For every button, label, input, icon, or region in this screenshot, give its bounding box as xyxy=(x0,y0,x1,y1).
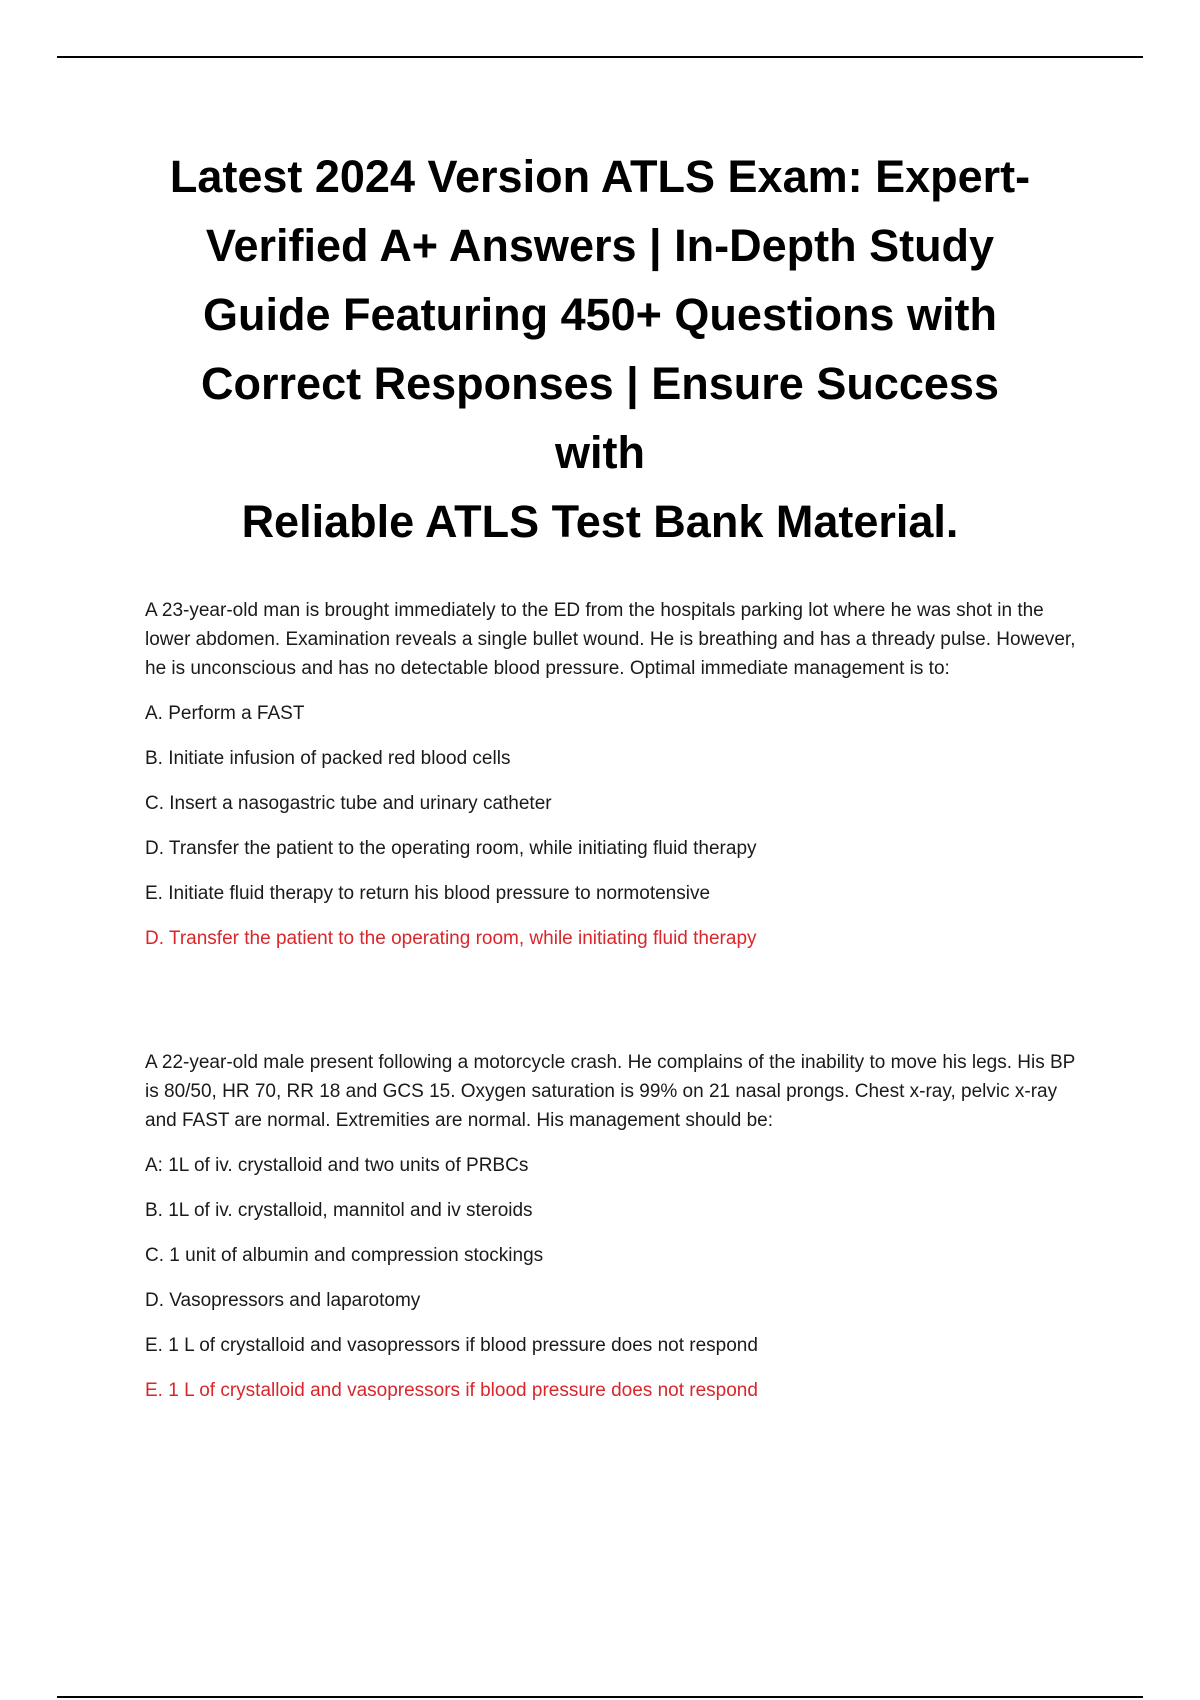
question-1 xyxy=(145,596,1085,953)
answer-option-c: C. Insert a nasogastric tube and urinary catheter xyxy=(145,793,552,814)
correct-answer: E. 1 L of crystalloid and vasopressors if blood pressure does not respond xyxy=(145,1380,758,1401)
answer-options xyxy=(145,1152,1085,1360)
document-title xyxy=(150,142,1050,556)
title-line: Latest 2024 Version ATLS Exam: Expert- xyxy=(169,151,1031,202)
question-2 xyxy=(145,1048,1085,1405)
question-stem: A 22-year-old male present following a motorcycle crash. He complains of the inability to move his legs. His BP is 80/50, HR 70, RR 18 and GCS 15. Oxygen saturation is 99% on 21 nasal prongs. Chest x-ray, pelvic x-ray and FAST are normal. Extremities are normal. His management should be: xyxy=(145,1052,1076,1131)
answer-option-b: B. 1L of iv. crystalloid, mannitol and iv steroids xyxy=(145,1200,533,1221)
answer-option-a: A. Perform a FAST xyxy=(145,703,305,724)
title-line: Verified A+ Answers | In-Depth Study xyxy=(205,220,995,271)
bottom-rule xyxy=(57,1696,1143,1698)
top-rule xyxy=(57,56,1143,58)
answer-option-d: D. Vasopressors and laparotomy xyxy=(145,1290,421,1311)
answer-options xyxy=(145,700,1085,908)
answer-option-c: C. 1 unit of albumin and compression stockings xyxy=(145,1245,544,1266)
answer-option-e: E. 1 L of crystalloid and vasopressors if blood pressure does not respond xyxy=(145,1335,758,1356)
answer-option-a: A: 1L of iv. crystalloid and two units of PRBCs xyxy=(145,1155,529,1176)
correct-answer: D. Transfer the patient to the operating room, while initiating fluid therapy xyxy=(145,928,757,949)
answer-option-d: D. Transfer the patient to the operating room, while initiating fluid therapy xyxy=(145,838,757,859)
answer-option-b: B. Initiate infusion of packed red blood cells xyxy=(145,748,511,769)
answer-option-e: E. Initiate fluid therapy to return his blood pressure to normotensive xyxy=(145,883,711,904)
question-stem: A 23-year-old man is brought immediately to the ED from the hospitals parking lot where he was shot in the lower abdomen. Examination reveals a single bullet wound. He is breathing and has a thready pulse. However, he is unconscious and has no detectable blood pressure. Optimal immediate management is to: xyxy=(145,600,1076,679)
title-line: Reliable ATLS Test Bank Material. xyxy=(241,496,959,547)
title-line: Guide Featuring 450+ Questions with xyxy=(203,289,997,340)
title-line: Correct Responses | Ensure Success with xyxy=(201,358,999,478)
